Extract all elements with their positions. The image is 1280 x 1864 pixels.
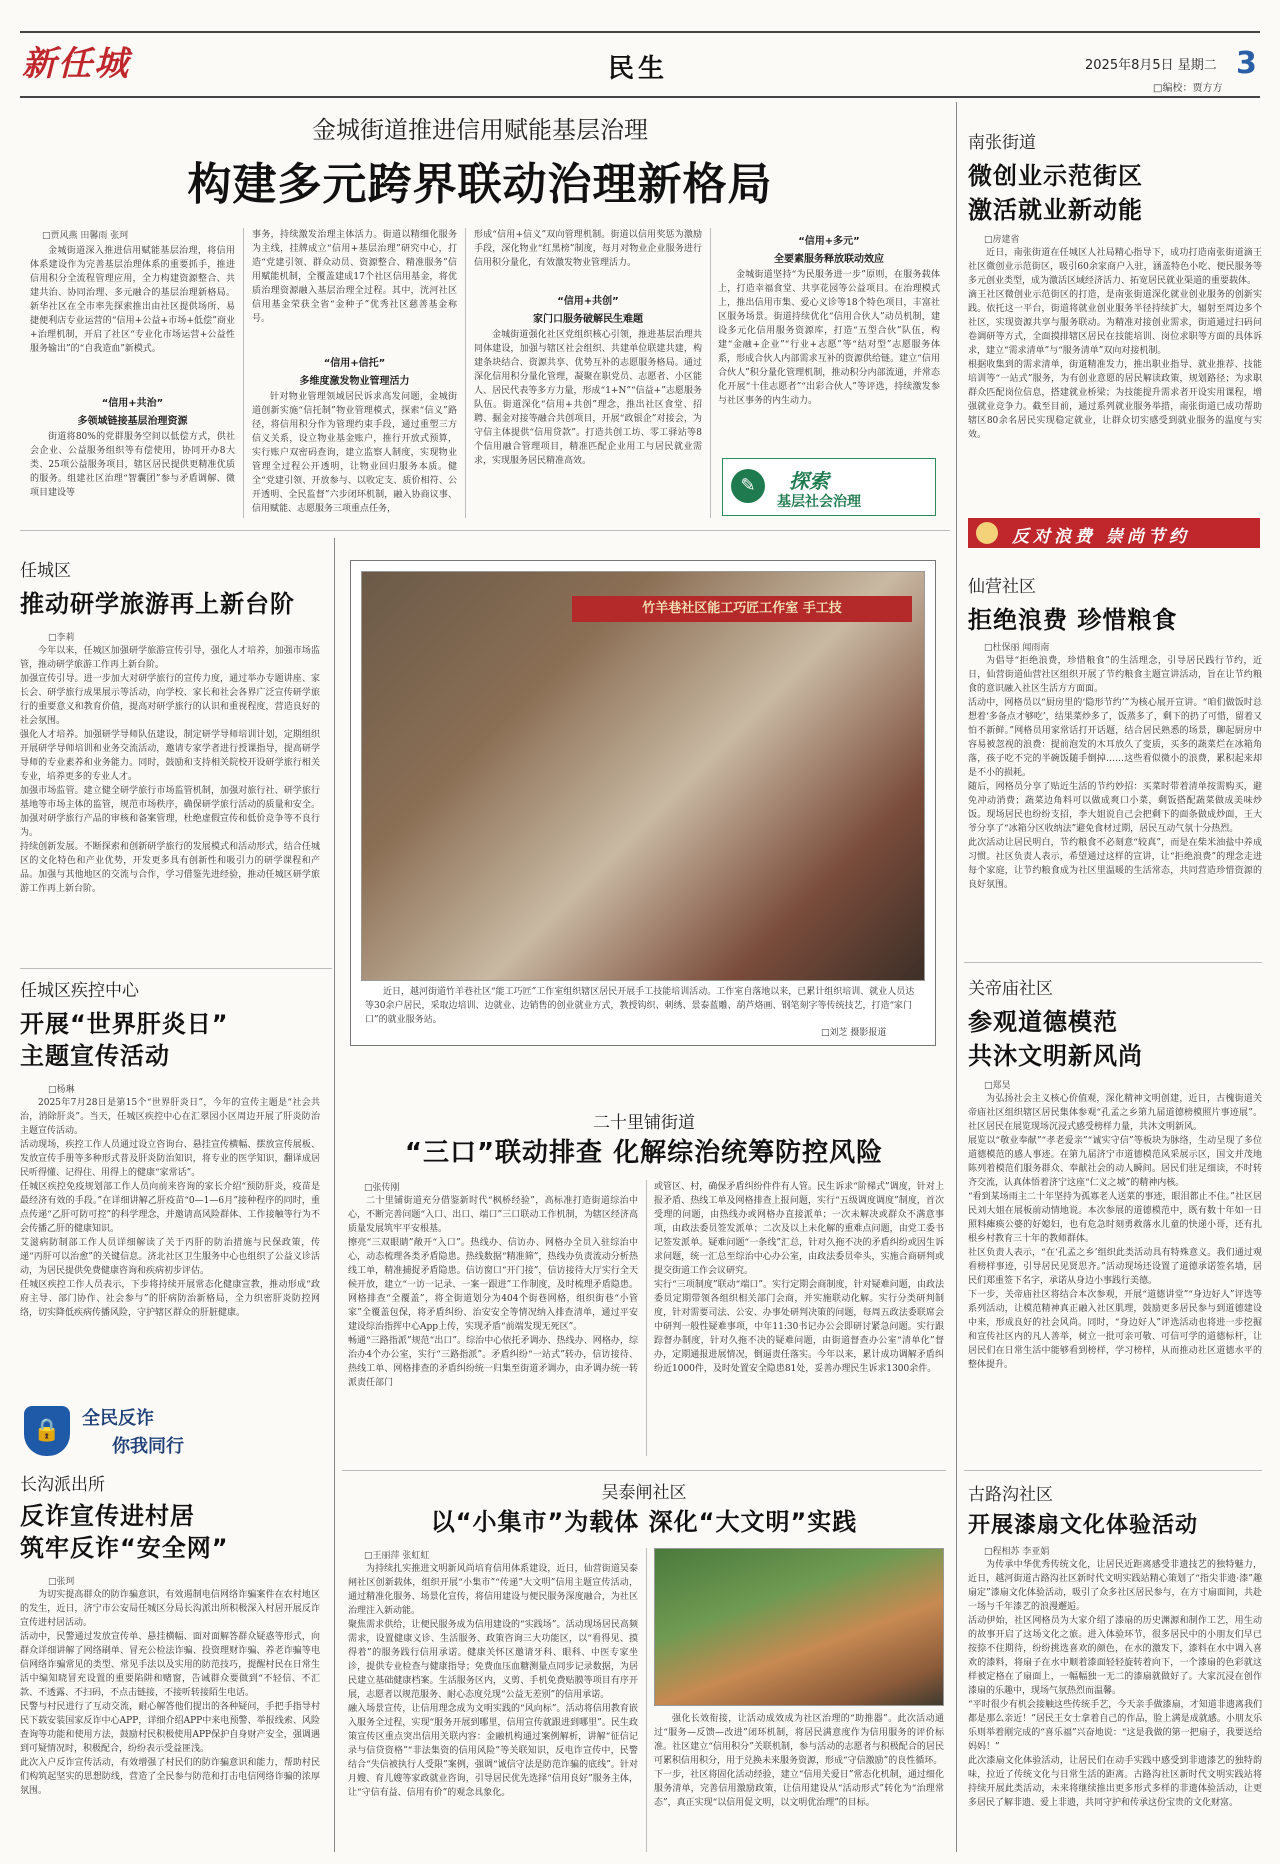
workshop-sign: 竹羊巷社区能工巧匠工作室 手工技	[572, 596, 912, 622]
center-low-district: 吴泰闸社区	[601, 1483, 687, 1503]
photo-caption: 近日，越河街道竹羊巷社区“能工巧匠”工作室组织辖区居民开展手工技能培训活动。工作室自落地以来，已累计组织培训、就业人员达等30余户居民，采取边培训、边就业、边销售的创业就业方式，教授钩织、刺绣、景泰蓝雕、葫芦烙画、钢笔刻字等传统技艺，打造“家门口”的就业服务站。	[365, 987, 915, 1025]
banner-slogan: 反对浪费 崇尚节约	[1012, 527, 1190, 547]
masthead-logo: 新任城	[22, 44, 130, 84]
center-mid-byline: □张传刚	[364, 1183, 400, 1193]
center-low-byline: □王丽萍 张虹虹	[364, 1551, 430, 1561]
right-low-headline-2: 共沐文明新风尚	[968, 1042, 1143, 1070]
masthead-rule	[20, 96, 1260, 98]
left-a-headline: 推动研学旅游再上新台阶	[20, 590, 295, 618]
badge-sub-label: 基层社会治理	[777, 494, 861, 510]
right-bottom-body: 为传承中华优秀传统文化，让居民近距离感受非遗技艺的独特魅力，近日，越河街道古路沟社区新时代文明实践站精心策划了“指尖非遗·漆”趣扇定”漆扇文化体验活动，吸引了众多社区居民参与，在方寸扇面间，共赴一场与千年漆艺的浪漫邂逅。 活动伊始，社区网格员为大家介绍了漆扇的历史渊源和制作工艺，用生动的故事开启了这场文化之旅。进入体验环节，很多居民中的小朋友们早已按捺不住期待，纷纷挑选喜欢的颜色，在水的激发下，漆料在水中调入喜欢的漆料，将扇子在水中顺着漆面轻轻旋转着向下，一个漆扇的色彩就这样被定格在了扇面上，一幅幅独一无二的漆扇就做好了。大家沉浸在创作漆扇的乐趣中，现场气氛热烈而温馨。 “平时很少有机会接触这些传统手艺，今天亲手做漆扇，才知道非遗离我们都是那么亲近！”居民王女士拿着自己的作品，脸上满是成就感。小朋友乐乐则举着刚完成的“喜乐福”兴奋地说：“这是我做的第一把扇子，我要送给妈妈！” 此次漆扇文化体验活动，让居民们在动手实践中感受到非遗漆艺的独特韵味，拉近了传统文化与日常生活的距离。古路沟社区新时代文明实践站将持续开展此类活动，未来将继续推出更多形式多样的非遗体验活动，让更多居民了解非遗、爱上非遗，共同守护和传承这份宝贵的文化财富。	[968, 1560, 1262, 1808]
issue-date: 2025年8月5日 星期二	[1085, 58, 1217, 73]
center-low-col-1: 为持续扎实推进文明新风尚培育信用体系建设，近日，仙营街道吴泰闸社区创新载体，组织开展“小集市”“传递”大文明”信用主题宣传活动，通过精准化服务、场景化宣传，将信用建设与便民服务深度融合，为社区治理注入新动能。 聚焦需求供给，让便民服务成为信用建设的“实践场”。活动现场居民高频需求，设置健康义诊、生活服务、政策咨询三大功能区，以“看得见、摸得着”的服务践行信用承诺。健康关怀区邀请牙科、眼科、中医专家坐诊，提供专业检查与健康指导；免费血压血糖测量点同步记录数据，为居民建立基础健康档案。生活服务区内，义剪、手机免费贴膜等项目有序开展，志愿者以规范服务、耐心态度兑现“公益无差别”的信用承诺。 融入场景宣传，让信用理念成为文明实践的“风向标”。活动将信用教育嵌入服务全过程，实现“服务开展到哪里，信用宣传就跟进到哪里”。民生政策宣传区重点突出信用关联内容：金融机构通过案例解析，讲解“征信记录与信贷资格”“非法集资的信用风险”等关联知识，反电诈宣传中，民警结合“失信被执行人受限”案例，强调“诚信守法是防范诈骗的底线”。针对月嫂、育儿嫂等家政就业咨询，引导居民优先选择“信用良好”服务主体，让“守信有益、信用有价”的观念具象化。	[348, 1564, 638, 1798]
handicraft-workshop-photo	[361, 571, 925, 981]
lead-sub-heading-2: “信用+信托”	[323, 358, 386, 369]
lead-paragraph-7: 金城街道坚持“为民服务进一步”原则，在服务载体上，打造幸福食堂、共享花园等公益项目。在治理模式上，推出信用市集、爱心义诊等18个特色项目，丰富社区服务场景。街道持续优化“信用合伙人”动员机制，建设多元化信用服务资源库，打造“五型合伙”队伍，构建“金融+企业”“行业+志愿”等“结对型”志愿服务体系，形成合伙人内部需求互补的资源供给链。建立“信用合伙人”积分量化管理机制，推动积分内部流通，并常态化开展“十佳志愿者”“出彩合伙人”等评选，持续激发参与社区事务的内生动力。	[718, 270, 940, 406]
center-low-col-2: 强化长效衔接，让活动成效成为社区治理的“助推器”。此次活动通过“服务—反馈—改进”闭环机制，将居民满意度作为信用服务的评价标准。社区建立“信用积分”关联机制，参与活动的志愿者与积极配合的居民可累积信用积分，用于兑换未来服务资源，形成“守信激励”的良性循环。 下一步，社区将固化活动经验，建立“信用关爱日”常态化机制，通过细化服务清单，完善信用激励政策，让信用建设从“活动形式”转化为“治理常态”，真正实现“以信用促文明，以文明优治理”的目标。	[654, 1714, 944, 1808]
right-top-district: 南张街道	[968, 133, 1036, 153]
top-rule	[20, 31, 1260, 33]
left-c-headline-2: 筑牢反诈“安全网”	[20, 1534, 229, 1562]
left-c-body: 为切实提高群众的防诈骗意识，有效遏制电信网络诈骗案件在农村地区的发生，近日，济宁市公安局任城区分局长沟派出所积极深入村居开展反诈宣传进村居活动。 活动中，民警通过发放宣传单、悬挂横幅、面对面解答群众疑惑等形式，向群众详细讲解了网络刷单、冒充公检法诈骗、投资理财诈骗、养老诈骗等电信网络诈骗常见的类型、常见手法以及实用的防范技巧，提醒村民在日常生活中编知晓冒充设置的重要陷阱和赌窗，告诫群众要做到“不轻信、不汇款、不透露、不扫码，不点击链接，不接听转接陌生电话。 民警与村民进行了互动交流，耐心解答他们提出的各种疑问，手把手指导村民下载安装国家反诈中心APP，详细介绍APP中来电预警、举报线索、风险查询等功能和使用方法，鼓励村民积极使用APP保护自身财产安全，强调遇到可疑情况时，积极配合，纷纷表示受益匪浅。 此次入户反诈宣传活动，有效增强了村民们的防诈骗意识和能力，帮助村民们构筑起坚实的思想防线，营造了全民参与防范和打击电信网络诈骗的浓厚氛围。	[20, 1590, 320, 1796]
right-low-body: 为弘扬社会主义核心价值观，深化精神文明创建，近日，古槐街道关帝庙社区组织辖区居民集体参观“孔孟之乡第九届道德榜模照片事迹展”。社区居民在展览现场沉浸式感受榜样力量，共沐文明新风。 展览以“敬业奉献”“孝老爱亲”“诚实守信”等板块为脉络，生动呈现了多位道德模范的感人事迹。在第九届济宁市道德模范风采展示区，国文并茂地陈列着模范们服务群众、奉献社会的动人瞬间。居民们驻足细读，不时转齐交流，认真体悟着济宁这座“仁义之城”的精神内核。 “看到某场雨主二十年坚持为孤寡老人送菜的事迹，眼泪都止不住。”社区居民刘大姐在展板前动情地说。本次参展的道德模范中，既有数十年如一日照料瘫痪公婆的好媳妇，也有危急时刻勇救落水儿童的快递小哥，还有扎根乡村教育三十年的教师群体。 社区负责人表示，“在‘孔孟之乡’组织此类活动具有特殊意义。我们通过观看榜样事迹，引导居民见贤思齐。”活动现场还设置了道德承诺签名墙，居民们郑重签下名字，承诺从身边小事践行美德。 下一步，关帝庙社区将结合本次参观，开展“道德讲堂”“身边好人”评选等系列活动，让模范精神真正融入社区肌理，鼓励更多居民参与到道德建设中来，形成良好的社会风尚。同时，“身边好人”评选活动也将进一步挖掘和宣传社区内的凡人善举，树立一批可亲可敬、可信可学的道德标杆，让居民们在日常生活中能够看到榜样，学习榜样，从而推动社区道德水平的整体提升。	[968, 1094, 1262, 1370]
left-c-byline: □张珂	[48, 1577, 75, 1587]
lead-sub-heading-3: “信用+共创”	[557, 296, 619, 307]
shield-lock-icon: 🔒	[24, 1406, 70, 1456]
left-b-headline-1: 开展“世界肝炎日”	[20, 1010, 229, 1038]
photo-frame	[350, 560, 936, 1046]
right-top-byline: □房建省	[984, 235, 1020, 245]
lead-sub-heading-4b: 全要素服务释放联动效应	[774, 254, 884, 265]
right-mid-body: 为倡导“拒绝浪费，珍惜粮食”的生活理念，引导居民践行节约，近日，仙营街道仙营社区组织开展了节约粮食主题宣讲活动，旨在让节约粮食的意识融入社区生活方方面面。 活动中，网格员以“厨房里的‘隐形节约’”为核心展开宣讲。“咱们做饭时总想着‘多备点才够吃’，结果菜炒多了，饭蒸多了，剩下的扔了可惜，留着又怕不新鲜。”网格员用家常话打开话题，结合居民熟悉的场景，聊起厨房中容易被忽视的浪费：提前泡发的木耳放久了变质，买多的蔬菜烂在冰箱角落，孩子吃不完的半碗饭随手倒掉……这些看似微小的浪费，累积起来却是不小的损耗。 随后，网格员分享了贴近生活的节约妙招：买菜时带着清单按需购买，避免冲动消费；蔬菜边角料可以做成爽口小菜，剩饭搭配蔬菜做成美味炒饭。现场居民也纷纷支招，李大姐说自己会把剩下的面条做成炒面，王大爷分享了“冰箱分区收纳法”避免食材过期，居民互动气氛十分热烈。 此次活动让居民明白，节约粮食不必刻意“较真”，而是在柴米油盐中养成习惯。社区负责人表示，希望通过这样的宣讲，让“拒绝浪费”的理念走进每个家庭，让节约粮食成为社区里温暖的生活常态，共同营造珍惜资源的良好氛围。	[968, 656, 1262, 890]
photo-credit: □刘芝 摄影报道	[821, 1028, 887, 1038]
left-b-district: 任城区疾控中心	[20, 981, 139, 1001]
lead-byline: □贾风燕 田馨雨 张珂	[42, 231, 129, 241]
right-top-headline-2: 激活就业新动能	[968, 196, 1143, 224]
slogan-banner	[968, 518, 1260, 548]
left-c-district: 长沟派出所	[20, 1475, 105, 1495]
lead-paragraph-2: 街道将80%的党群服务空间以低偿方式，供社会企业、公益服务组织等有偿使用，协同开办8大类、25项公益服务项目，辖区居民提供更精准优质的服务。组建社区治理“智囊团”参与矛盾调解、微项目建设等	[30, 432, 235, 498]
lead-sub-heading-1b: 多领域链接基层治理资源	[77, 416, 188, 427]
right-bottom-district: 古路沟社区	[968, 1485, 1053, 1505]
lead-paragraph-5: 形成“信用+信义”双向管理机制。街道以信用奖惩为激励手段，深化物业“红黑榜”制度，每月对物业企业服务进行信用积分量化，有效激发物业管理活力。	[474, 230, 702, 268]
page-number: 3	[1236, 46, 1257, 81]
lead-sub-heading-4: “信用+多元”	[798, 236, 860, 247]
left-a-byline: □李莉	[48, 633, 75, 643]
anti-fraud-line-1: 全民反诈	[82, 1408, 154, 1429]
column-badge	[722, 458, 936, 516]
right-mid-byline: □杜保丽 闻雨南	[984, 643, 1050, 653]
lead-headline: 构建多元跨界联动治理新格局	[187, 159, 773, 210]
left-c-headline-1: 反诈宣传进村居	[20, 1502, 195, 1530]
center-mid-col-1: 二十里铺街道充分借鉴新时代“枫桥经验”，高标准打造街道综治中心，不断完善问题“入口、出口、端口”三口联动工作机制，为辖区经济高质量发展筑牢平安根基。 擦亮“三双眼睛”敞开“入口”。热线办、信访办、网格办全员入驻综治中心，动态梳理各类矛盾隐患。热线数据“精准筛”，热线办负责流动分析热线工单，精准捕捉矛盾隐患。信访窗口“开门接”，信访接待大厅实行全天候开放，建立“一访一记录、一案一跟进”工作制度，及时梳理矛盾隐患。网格排查“全覆盖”，将全街道划分为404个街巷网格，组织街巷“小管家”全覆盖包保，将矛盾纠纷、治安安全等情况纳入排查清单，通过平安建设综治指挥中心App上传，实现矛盾“前端发现无死区”。 畅通“三路指派”规范“出口”。综治中心依托矛调办、热线办、网格办，综治办4个办公室，实行“三路指派”。矛盾纠纷“一站式”转办，信访接待、热线工单、网格排查的矛盾纠纷统一归集至街道矛调办，由矛调办统一转派责任部门	[348, 1196, 638, 1388]
left-b-byline: □杨琳	[48, 1085, 75, 1095]
emblem-icon	[976, 522, 998, 544]
center-low-headline: 以“小集市”为载体 深化“大文明”实践	[430, 1508, 858, 1536]
right-mid-headline: 拒绝浪费 珍惜粮食	[968, 606, 1178, 634]
right-bottom-headline: 开展漆扇文化体验活动	[968, 1513, 1199, 1538]
lead-sub-heading-2b: 多维度激发物业管理活力	[299, 376, 410, 387]
right-low-headline-1: 参观道德模范	[968, 1008, 1118, 1036]
lead-paragraph-6: 金城街道强化社区党组织核心引领，推进基层治理共同体建设，加强与辖区社会组织、共建单位联建共建，构建条块结合、资源共享、优势互补的志愿服务格局。通过深化信用积分量化管理，凝聚在职党员、志愿者、小区能人、居民代表等多方力量，形成“1+N”“信益+”志愿服务队伍。街道深化“信用+共创”理念，推出社区食堂、招聘、掘金对接等融合共创项目，开展“政银企”对接会，为守信主体提供“信用贷款”。打造共创工坊、零工驿站等8个信用融合管理项目，精准匹配企业用工与居民就业需求，实现服务居民精准高效。	[474, 330, 702, 466]
anti-fraud-line-2: 你我同行	[112, 1436, 184, 1457]
left-a-district: 任城区	[20, 561, 71, 581]
right-top-body: 近日，南张街道在任城区人社局精心指导下，成功打造南张街道滴王社区微创业示范街区，吸引60余家商户入驻，涵盖特色小吃、便民服务等多元创业类型，成为激活区域经济活力、拓宽居民就业渠道的重要载体。 滴王社区微创业示范街区的打造，是南张街道深化就业创业服务的创新实践。依托这一平台，街道将就业创业服务半径持续扩大，辐射至周边多个社区，实现资源共享与服务联动。为精准对接创业需求，街道通过扫码问卷调研等方式，全面摸排辖区居民在技能培训、岗位求职等方面的具体诉求，建立“需求清单”与“服务清单”双向对接机制。 根据收集到的需求清单，街道精准发力，推出职业指导、就业推荐、技能培训等“一站式”服务，为有创业意愿的居民解读政策，规划路径；为求职群众匹配岗位信息，搭建就业桥梁；为技能提升需求者开设实用课程，增强就业竞争力。截至目前，通过系列就业服务举措，南张街道已成功帮助辖区80余名居民实现稳定就业，让群众切实感受到就业服务的温度与实效。	[968, 248, 1262, 440]
center-mid-col-2: 或管区、村，确保矛盾纠纷件件有人管。民生诉求“阶梯式”调度，针对上报矛盾、热线工单及网格排查上报问题，实行“五级调度调度”制度，首次受理的问题，由热线办或网格办直接派单；一次未解决或群众不满意事项，由政法委员签发派单；二次及以上未化解的重难点问题，由党工委书记签发派单。疑难问题“一条线”汇总，针对久拖不决的矛盾纠纷或因生诉求问题，统一汇总至综治中心办公室，由政法委员牵头，实施合商研判或提交街道工作会议研究。 实行“三项制度”联动“端口”。实行定期会商制度，针对疑难问题，由政法委员定期带领各组织相关部门会商，并实施联动化解。实行分类研判制度，针对需要司法、公安、办事处研判决策的问题，每周五政法委联席会中研判一般性疑难事项，中年11:30书记办公会即研讨紧急问题。实行跟踪督办制度，针对久拖不决的疑难问题，由街道督查办公室“清单化”督办，定期通报进展情况，倒逼责任落实。今年以来，累计成功调解矛盾纠纷近1000件，及时处置安全隐患81处，妥善办理民生诉求1300余件。	[654, 1182, 944, 1374]
center-mid-headline: “三口”联动排查 化解综治统筹防控风险	[404, 1138, 884, 1168]
market-activity-photo	[654, 1548, 944, 1706]
document-check-icon: ✎	[731, 469, 765, 503]
left-b-body: 2025年7月28日是第15个“世界肝炎日”，今年的宣传主题是“社会共治，消除肝炎”。当天，任城区疾控中心在汇翠园小区周边开展了肝炎防治主题宣传活动。 活动现场，疾控工作人员通过设立咨询台、悬挂宣传横幅、摆放宣传展板、发放宣传手册等多种形式普及肝炎防治知识，将专业的医学知识，翻译成居民听得懂、记得住、用得上的健康“家常话”。 任城区疾控免疫规划部工作人员向前来咨询的家长介绍“预防肝炎，疫苗是最经济有效的手段。”在详细讲解乙肝疫苗“0—1—6月”接种程序的同时，重点传递“乙肝可防可控”的科学理念，并邀请高风险群体、工作接触等行为不会传播乙肝的健康知识。 艾滋病防制部工作人员详细解读了关于丙肝的防治措施与民保政策，传递“丙肝可以治愈”的关键信息。济北社区卫生服务中心也组织了公益义诊活动，为居民提供免费健康咨询和疾病初步评估。 任城区疾控工作人员表示，下步将持续开展常态化健康宣教，推动形成“政府主导、部门协作、社会参与”的肝病防治新格局，全力织密肝炎防控网络，切实降低疾病传播风险，守护辖区群众的肝脏健康。	[20, 1098, 320, 1318]
badge-main-label: 探索	[789, 469, 829, 493]
right-bottom-byline: □程相苏 李亚娟	[984, 1547, 1050, 1557]
right-top-headline-1: 微创业示范街区	[968, 162, 1143, 190]
lead-paragraph-4: 针对物业管理领域居民诉求高发问题，金城街道创新实施“信托制”物业管理模式，探索“信义”路径，将信用积分作为管理约束手段，通过重塑三方信义关系，设立物业基金账户，推行开放式预算，实行账户双密码查询，建立监察人制度，实现物业管理全过程公开透明，让物业回归服务本质。健全“党建引领、开放参与、以收定支、质价相符、公开透明、全民监督”六步闭环机制，融入协商议事、信用赋能、志愿服务三项重点任务，	[252, 392, 457, 514]
lead-paragraph-3: 事务，持续激发治理主体活力。街道以精细化服务为主线，挂牌成立“信用+基层治理”研究中心，打造“党建引领、群众动员、资源整合、精准服务”信用赋能机制，全覆盖建成17个社区信用基金，将优质治理资源融入基层治理全过程。其中，洸河社区信用基金荣获全省“金种子”优秀社区慈善基金称号。	[252, 230, 457, 324]
right-low-district: 关帝庙社区	[968, 979, 1053, 999]
left-a-body: 今年以来，任城区加强研学旅游宣传引导，强化人才培养，加强市场监管，推动研学旅游工作再上新台阶。 加强宣传引导。进一步加大对研学旅行的宣传力度，通过举办专题讲座、家长会、研学旅行成果展示等活动，向学校、家长和社会各界广泛宣传研学旅行的重要意义和教育价值，提高对研学旅行的认识和重视程度，营造良好的社会氛围。 强化人才培养。加强研学导师队伍建设，制定研学导师培训计划，定期组织开展研学导师培训和业务交流活动，邀请专家学者进行授课指导，提高研学导师的专业素养和业务能力。同时，鼓励和支持相关院校开设研学旅行相关专业，培养更多的专业人才。 加强市场监管。建立健全研学旅行市场监管机制，加强对旅行社、研学旅行基地等市场主体的监管，规范市场秩序，确保研学旅行活动的质量和安全。加强对研学旅行产品的审核和备案管理，杜绝虚假宣传和低价竞争等不良行为。 持续创新发展。不断探索和创新研学旅行的发展模式和活动形式，结合任城区的文化特色和产业优势，开发更多具有创新性和吸引力的研学课程和产品。加强与其他地区的交流与合作，学习借鉴先进经验，推动任城区研学旅游工作再上新台阶。	[20, 646, 320, 894]
lead-sub-heading-3b: 家门口服务破解民生难题	[533, 314, 643, 325]
lead-kicker: 金城街道推进信用赋能基层治理	[312, 116, 648, 144]
right-mid-district: 仙营社区	[968, 577, 1036, 597]
center-mid-district: 二十里铺街道	[593, 1113, 695, 1133]
lead-sub-heading-1: “信用+共治”	[101, 398, 164, 409]
editor-credit: □编校：贾方方	[1153, 83, 1223, 94]
right-low-byline: □郑昊	[984, 1081, 1011, 1091]
lead-paragraph-1: 金城街道深入推进信用赋能基层治理，将信用体系建设作为完善基层治理体系的重要抓手，推进信用积分全流程管理应用，全力构建资源整合、共建共治、协同治理、多元融合的基层治理新格局。新华社区在全市率先探索推出由社区提供场所、易捷便利店专业运营的“信用+公益+市场+低偿”商业+治理机制，开启了社区“专业化市场运营+公益性服务输出”的“自我造血”新模式。	[30, 246, 235, 354]
anti-fraud-badge	[22, 1400, 212, 1462]
section-title: 民生	[608, 54, 669, 84]
left-b-headline-2: 主题宣传活动	[20, 1042, 170, 1070]
